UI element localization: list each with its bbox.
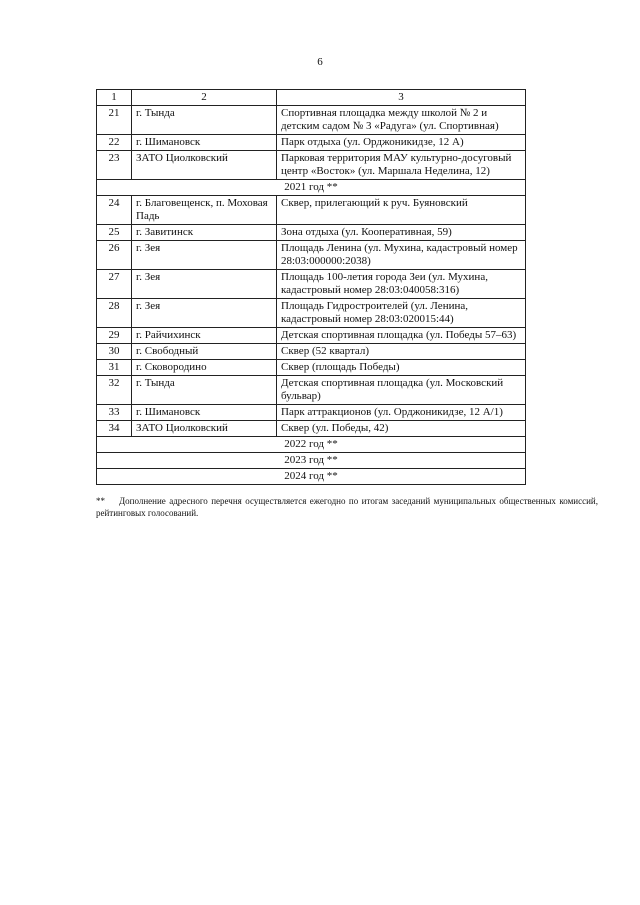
year-label: 2022 год ** [97, 437, 526, 453]
row-place: Парковая территория МАУ культурно-досуговый центр «Восток» (ул. Маршала Неделина, 12) [277, 151, 526, 180]
table-row [97, 405, 526, 421]
row-number: 21 [97, 106, 132, 135]
row-number: 31 [97, 360, 132, 376]
row-place: Парк отдыха (ул. Орджоникидзе, 12 А) [277, 135, 526, 151]
table-row [97, 135, 526, 151]
row-city: г. Райчихинск [132, 328, 277, 344]
page-number: 6 [317, 56, 323, 68]
row-number: 28 [97, 299, 132, 328]
row-number: 34 [97, 421, 132, 437]
table-row [97, 421, 526, 437]
table-row [97, 241, 526, 270]
table-row [97, 344, 526, 360]
header-col-2: 2 [132, 90, 277, 106]
row-city: г. Зея [132, 299, 277, 328]
table-row [97, 299, 526, 328]
table-row [97, 360, 526, 376]
year-row-2021 [97, 180, 526, 196]
row-number: 27 [97, 270, 132, 299]
row-city: г. Зея [132, 270, 277, 299]
row-place: Площадь Гидростроителей (ул. Ленина, кадастровый номер 28:03:020015:44) [277, 299, 526, 328]
table-row [97, 106, 526, 135]
table-row [97, 328, 526, 344]
header-col-1: 1 [97, 90, 132, 106]
row-place: Детская спортивная площадка (ул. Московский бульвар) [277, 376, 526, 405]
row-place: Сквер (ул. Победы, 42) [277, 421, 526, 437]
row-city: г. Сковородино [132, 360, 277, 376]
table-row [97, 225, 526, 241]
row-number: 22 [97, 135, 132, 151]
year-label: 2024 год ** [97, 469, 526, 485]
header-col-3: 3 [277, 90, 526, 106]
row-city: г. Свободный [132, 344, 277, 360]
row-place: Сквер, прилегающий к руч. Буяновский [277, 196, 526, 225]
footnote [96, 495, 598, 519]
row-city: г. Благовещенск, п. Моховая Падь [132, 196, 277, 225]
table-header-row [97, 90, 526, 106]
table-row [97, 196, 526, 225]
year-row-2024 [97, 469, 526, 485]
row-number: 32 [97, 376, 132, 405]
row-city: г. Завитинск [132, 225, 277, 241]
row-city: г. Зея [132, 241, 277, 270]
footnote-mark: ** [96, 496, 105, 506]
row-city: г. Шимановск [132, 405, 277, 421]
year-label: 2023 год ** [97, 453, 526, 469]
row-number: 25 [97, 225, 132, 241]
table-row [97, 376, 526, 405]
row-place: Детская спортивная площадка (ул. Победы 57–63) [277, 328, 526, 344]
address-table [96, 89, 526, 485]
row-place: Парк аттракционов (ул. Орджоникидзе, 12 А/1) [277, 405, 526, 421]
row-city: г. Тында [132, 376, 277, 405]
row-number: 24 [97, 196, 132, 225]
row-place: Сквер (52 квартал) [277, 344, 526, 360]
row-city: г. Шимановск [132, 135, 277, 151]
row-number: 33 [97, 405, 132, 421]
row-number: 29 [97, 328, 132, 344]
row-place: Зона отдыха (ул. Кооперативная, 59) [277, 225, 526, 241]
row-city: г. Тында [132, 106, 277, 135]
table-row [97, 151, 526, 180]
row-city: ЗАТО Циолковский [132, 151, 277, 180]
row-place: Спортивная площадка между школой № 2 и детским садом № 3 «Радуга» (ул. Спортивная) [277, 106, 526, 135]
year-label: 2021 год ** [97, 180, 526, 196]
year-row-2022 [97, 437, 526, 453]
row-number: 26 [97, 241, 132, 270]
year-row-2023 [97, 453, 526, 469]
row-place: Площадь Ленина (ул. Мухина, кадастровый номер 28:03:000000:2038) [277, 241, 526, 270]
row-place: Площадь 100-летия города Зеи (ул. Мухина, кадастровый номер 28:03:040058:316) [277, 270, 526, 299]
row-place: Сквер (площадь Победы) [277, 360, 526, 376]
row-number: 30 [97, 344, 132, 360]
footnote-text: Дополнение адресного перечня осуществляется ежегодно по итогам заседаний муниципальных общественных комиссий, рейтинговых голосований. [96, 496, 598, 518]
row-city: ЗАТО Циолковский [132, 421, 277, 437]
row-number: 23 [97, 151, 132, 180]
table-row [97, 270, 526, 299]
